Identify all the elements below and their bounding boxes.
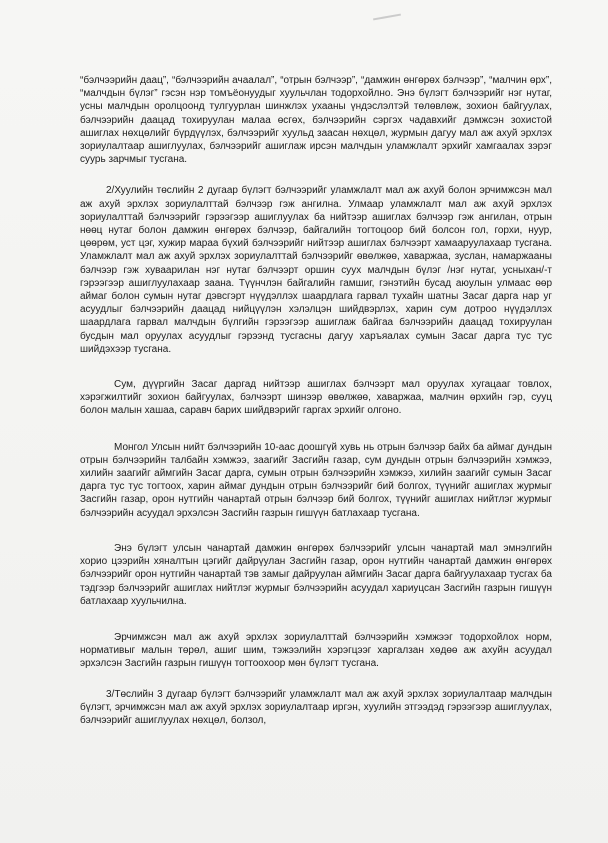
paragraph-chapter-3: 3/Төслийн 3 дугаар бүлэгт бэлчээрийг уламжлалт мал аж ахуй эрхлэх зориулалтаар малчдын бүлэгт, эрчимжсэн мал аж ахуй эрхлэх зориулалтаар иргэн, хуулийн этгээдэд гэрээгээр ашиглуулах, бэлчээрийг ашиглуулах нөхцөл, болзол, bbox=[80, 688, 552, 726]
paragraph-chapter-2: 2/Хуулийн төслийн 2 дугаар бүлэгт бэлчээрийг уламжлалт мал аж ахуй болон эрчимжсэн мал аж ахуй эрхлэх зориулалттай бэлчээр гэж ангилна. Улмаар уламжлалт мал аж ахуй эрхлэх зориулалттай бэлчээрийг гэрээгээр ашиглуулах ба нийтээр ашиглах бэлчээр гэж ангилан, отрын нөөц нутаг болон дамжин өнгөрөх бэлчээр, байгалийн тогтоцоор бий болсон гол, горхи, нуур, цөөрөм, уст цэг, хужир марaа бүхий бэлчээрийг нийтээр ашиглах бэлчээрт хамааруулахаар тусгана. Уламжлалт мал аж ахуй эрхлэх зориулалттай бэлчээрийг өвөлжөө, хаваржаа, зуслан, намаржааны бэлчээр гэж хуваарилан нэг нутаг бэлчээрт оршин суух малчдын бүлэг /нэг нутаг, усныхан/-т гэрээгээр ашиглуулахаар заана. Түүнчлэн байгалийн гамшиг, гэнэтийн бусад аюулын улмаас өөр аймаг болон сумын нутаг дэвсгэрт нүүдэллэх шаардлага гарвал тухайн шатны Засаг дарга нар уг асуудлыг бэлчээрийн даацад нийцүүлэн хэлэлцэн шийдвэрлэх, харин сум дотроо нүүдэллэх шаардлага гарвал малчдын бүлгийн гэрээгээр ашиглаж байгаа бэлчээрийн даацад тохируулан бусдын мал оруулах асуудлыг гэрээнд тусгасны дагуу харъяалах сумын Засаг дарга тус тус шийдэхээр тусгана. bbox=[80, 185, 552, 355]
document-body bbox=[80, 74, 552, 727]
scan-mark bbox=[373, 14, 401, 21]
paragraph-definitions: “бэлчээрийн даац”, “бэлчээрийн ачаалал”, “отрын бэлчээр”, “дамжин өнгөрөх бэлчээр”, “малчин өрх”, “малчдын бүлэг” гэсэн нэр томъёонуудыг хуульчлан тодорхойлно. Энэ бүлэгт бэлчээрийг нэг нутаг, усны малчдын оролцоонд тулгуурлан шинжлэх ухааны үндэслэлтэй төлөвлөж, зохион байгуулах, бэлчээрийн даацад тохируулан малаа өсгөх, бэлчээрийн сэргэх чадавхийг дэмжсэн зохистой ашиглах нөхцөлийг бүрдүүлэх, бэлчээрийг хуульд заасан нөхцөл, журмын дагуу мал аж ахуй эрхлэх зориулалтаар ашиглуулах, бэлчээрийг ашиглаж ирсэн малчдын уламжлалт эрхийг хамгаалах зэрэг суурь зарчмыг тусгана. bbox=[80, 75, 552, 166]
paragraph-otor-pasture: Монгол Улсын нийт бэлчээрийн 10-аас доошгүй хувь нь отрын бэлчээр байх ба аймаг дундын отрын бэлчээрийн талбайн хэмжээ, заагийг Засгийн газар, сум дундын отрын бэлчээрийн хэмжээ, хилийн заагийг аймгийн Засаг дарга, сумын отрын бэлчээрийн хэмжээ, хилийн заагийг сумын Засаг дарга тус тус тогтоох, харин аймаг дундын отрын бэлчээрийг бий болгох, түүнийг ашиглах журмыг Засгийн газар, орон нутгийн чанартай отрын бэлчээр бий болгох, түүнийг ашиглах нийтлэг журмыг бэлчээрийн асуудал эрхэлсэн Засгийн газрын гишүүн батлахаар тусгана. bbox=[80, 441, 552, 519]
paragraph-transit-pasture: Энэ бүлэгт улсын чанартай дамжин өнгөрөх бэлчээрийг улсын чанартай мал эмнэлгийн хорио цээрийн хяналтын цэгийг дайрүулан Засгийн газар, орон нутгийн чанартай дамжин өнгөрөх бэлчээрийг орон нутгийн чанартай тэв замыг дайруулан аймгийн Засаг дарга байгуулахаар тусгах ба тэдгээр бэлчээрийг ашиглах нийтлэг журмыг бэлчээрийн асуудал хариуцсан Засгийн газрын гишүүн батлахаар хуульчилна. bbox=[80, 542, 552, 607]
paragraph-governor-powers: Сум, дүүргийн Засаг даргад нийтээр ашиглах бэлчээрт мал оруулах хугацааг товлох, хэрэгжилтийг зохион байгуулах, бэлчээрт шинээр өвөлжөө, хаваржаа, малчин өрхийн гэр, сууц болон малын хашаа, саравч барих шийдвэрийг гаргах эрхийг олгоно. bbox=[80, 379, 552, 417]
paragraph-intensive-pasture: Эрчимжсэн мал аж ахуй эрхлэх зориулалттай бэлчээрийн хэмжээг тодорхойлох норм, нормативыг малын төрөл, ашиг шим, тэжээлийн хэрэгцээг харгалзан хөдөө аж ахуйн асуудал эрхэлсэн Засгийн газрын гишүүн тогтоохоор мөн бүлэгт тусгана. bbox=[80, 631, 552, 670]
